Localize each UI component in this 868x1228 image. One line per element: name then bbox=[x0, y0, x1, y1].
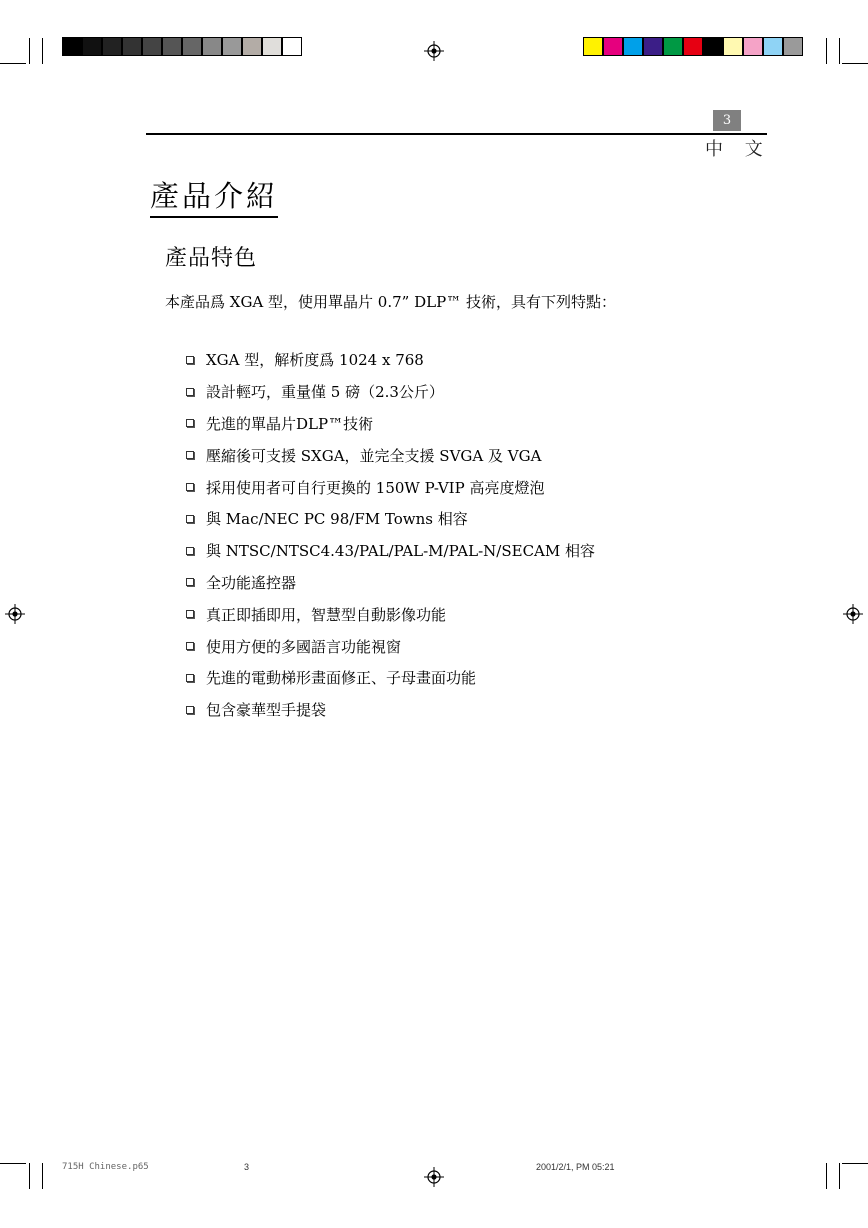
feature-list bbox=[186, 344, 595, 726]
feature-text: 使用方便的多國語言功能視窗 bbox=[206, 637, 402, 656]
intro-paragraph: 本產品爲 XGA 型，使用單晶片 0.7” DLP™ 技術，具有下列特點： bbox=[165, 293, 616, 311]
color-swatch bbox=[703, 37, 723, 56]
checkbox-bullet-icon bbox=[186, 674, 194, 682]
feature-text: XGA 型，解析度爲 1024 x 768 bbox=[206, 351, 424, 370]
feature-text: 壓縮後可支援 SXGA，並完全支援 SVGA 及 VGA bbox=[206, 446, 542, 465]
feature-text: 真正即插即用，智慧型自動影像功能 bbox=[206, 605, 447, 624]
gray-swatch bbox=[82, 37, 102, 56]
page-title: 產品介紹 bbox=[150, 178, 278, 218]
color-swatch bbox=[763, 37, 783, 56]
feature-text: 全功能遙控器 bbox=[206, 573, 297, 592]
feature-text: 採用使用者可自行更換的 150W P-VIP 高亮度燈泡 bbox=[206, 478, 545, 497]
checkbox-bullet-icon bbox=[186, 483, 194, 491]
feature-text: 包含豪華型手提袋 bbox=[206, 701, 327, 720]
checkbox-bullet-icon bbox=[186, 642, 194, 650]
feature-text: 與 Mac/NEC PC 98/FM Towns 相容 bbox=[206, 510, 468, 529]
list-item bbox=[186, 630, 595, 662]
list-item bbox=[186, 471, 595, 503]
checkbox-bullet-icon bbox=[186, 451, 194, 459]
checkbox-bullet-icon bbox=[186, 706, 194, 714]
checkbox-bullet-icon bbox=[186, 356, 194, 364]
color-swatch bbox=[583, 37, 603, 56]
registration-mark-icon bbox=[5, 604, 25, 624]
feature-text: 先進的電動梯形畫面修正、子母畫面功能 bbox=[206, 669, 477, 688]
color-swatch bbox=[743, 37, 763, 56]
gray-swatch bbox=[162, 37, 182, 56]
color-swatch bbox=[683, 37, 703, 56]
gray-swatch bbox=[122, 37, 142, 56]
gray-swatch bbox=[242, 37, 262, 56]
footer-timestamp: 2001/2/1, PM 05:21 bbox=[536, 1162, 615, 1172]
checkbox-bullet-icon bbox=[186, 547, 194, 555]
gray-swatch bbox=[222, 37, 242, 56]
color-swatch bbox=[783, 37, 803, 56]
registration-mark-icon bbox=[843, 604, 863, 624]
checkbox-bullet-icon bbox=[186, 515, 194, 523]
header-rule bbox=[146, 133, 767, 135]
feature-text: 與 NTSC/NTSC4.43/PAL/PAL-M/PAL-N/SECAM 相容 bbox=[206, 542, 596, 561]
color-swatch bbox=[723, 37, 743, 56]
list-item bbox=[186, 344, 595, 376]
footer-page-number: 3 bbox=[244, 1162, 250, 1172]
footer-filename: 715H Chinese.p65 bbox=[62, 1162, 149, 1172]
grayscale-calibration-bar bbox=[62, 37, 302, 56]
color-swatch bbox=[603, 37, 623, 56]
gray-swatch bbox=[142, 37, 162, 56]
list-item bbox=[186, 694, 595, 726]
gray-swatch bbox=[182, 37, 202, 56]
section-heading: 產品特色 bbox=[165, 246, 258, 271]
gray-swatch bbox=[62, 37, 82, 56]
checkbox-bullet-icon bbox=[186, 578, 194, 586]
list-item bbox=[186, 376, 595, 408]
list-item bbox=[186, 535, 595, 567]
list-item bbox=[186, 598, 595, 630]
gray-swatch bbox=[202, 37, 222, 56]
feature-text: 先進的單晶片DLP™技術 bbox=[206, 414, 374, 433]
list-item bbox=[186, 408, 595, 440]
list-item bbox=[186, 567, 595, 599]
list-item bbox=[186, 439, 595, 471]
gray-swatch bbox=[282, 37, 302, 56]
feature-text: 設計輕巧，重量僅 5 磅（2.3公斤） bbox=[206, 383, 444, 402]
gray-swatch bbox=[102, 37, 122, 56]
color-calibration-bar bbox=[583, 37, 803, 56]
gray-swatch bbox=[262, 37, 282, 56]
registration-mark-icon bbox=[424, 1167, 444, 1187]
color-swatch bbox=[643, 37, 663, 56]
checkbox-bullet-icon bbox=[186, 388, 194, 396]
checkbox-bullet-icon bbox=[186, 419, 194, 427]
list-item bbox=[186, 503, 595, 535]
language-label: 中 文 bbox=[705, 139, 771, 160]
list-item bbox=[186, 662, 595, 694]
registration-mark-icon bbox=[424, 41, 444, 61]
color-swatch bbox=[663, 37, 683, 56]
checkbox-bullet-icon bbox=[186, 610, 194, 618]
page-number-badge: 3 bbox=[713, 110, 741, 131]
color-swatch bbox=[623, 37, 643, 56]
